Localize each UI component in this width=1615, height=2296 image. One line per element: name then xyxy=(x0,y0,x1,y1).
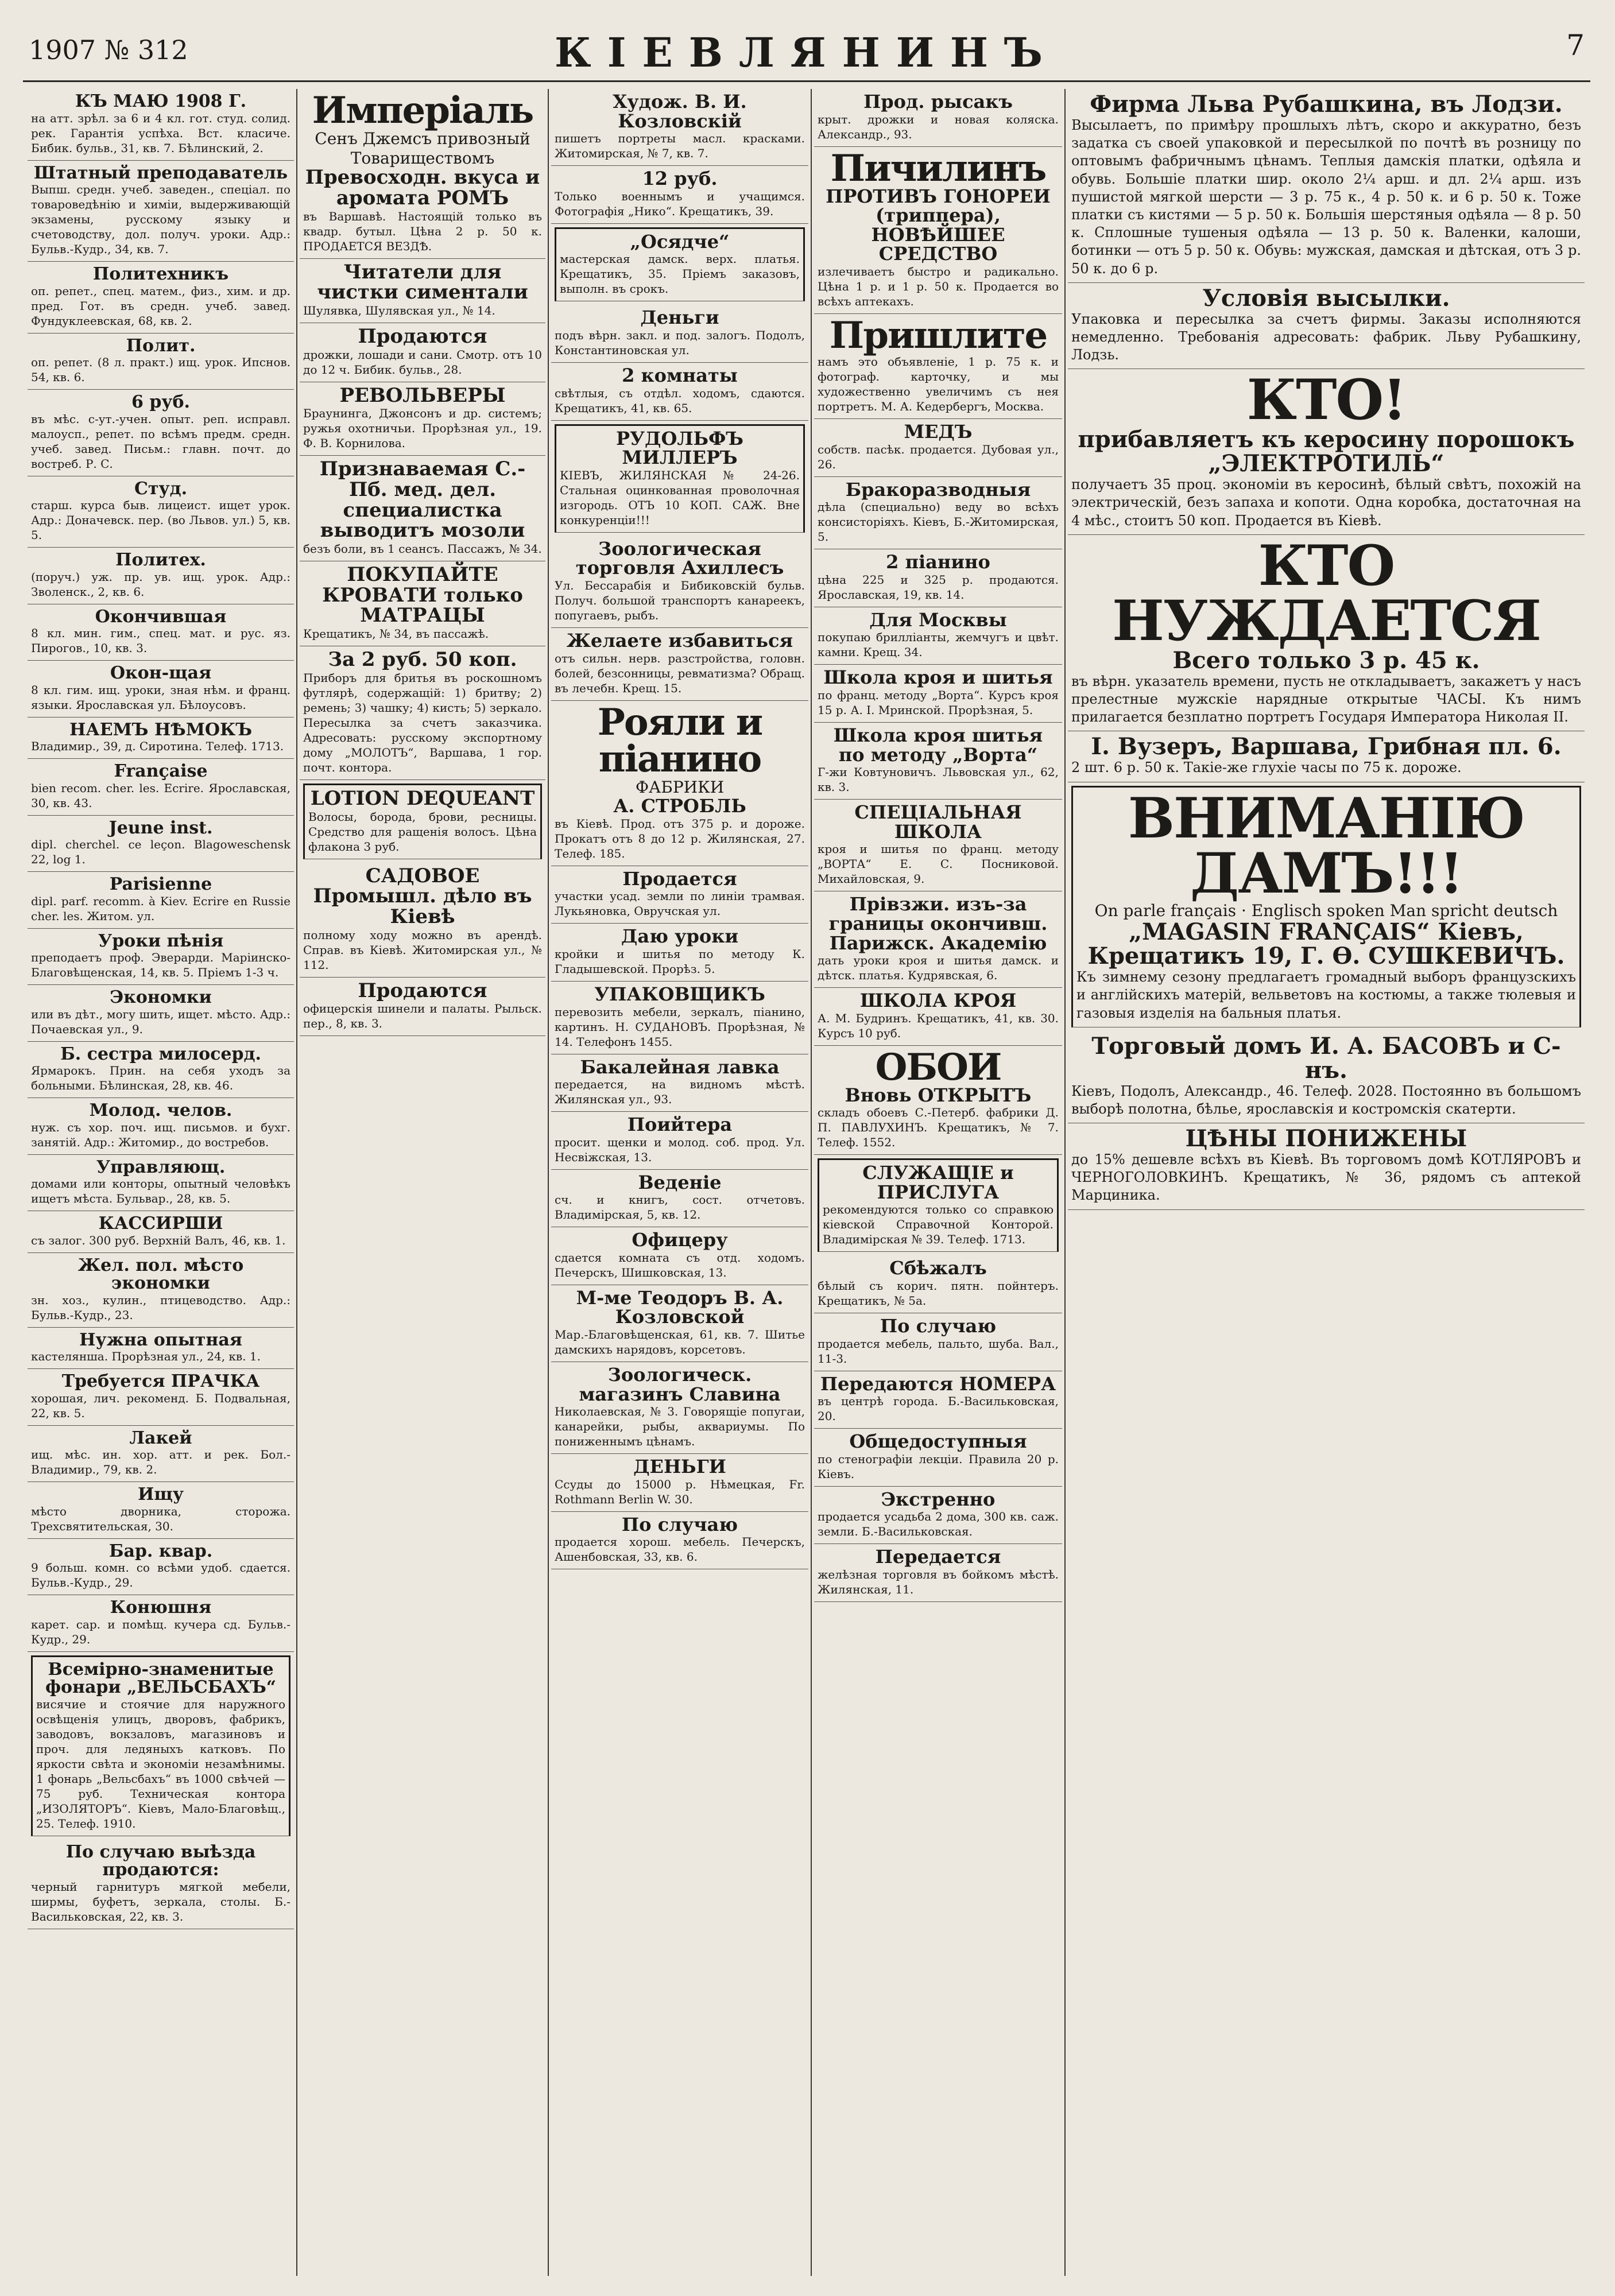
ad-body-text: въ Кіевѣ. Прод. отъ 375 р. и дороже. Прокатъ отъ 8 до 12 р. Жилянская, 27. Телеф. 185. xyxy=(555,816,805,860)
ad-body-text: карет. сар. и помѣщ. кучера сд. Бульв.-Кудр., 29. xyxy=(31,1617,291,1646)
advertisement xyxy=(28,1253,294,1328)
advertisement xyxy=(551,1112,808,1170)
ad-body-text: до 15% дешевле всѣхъ въ Кіевѣ. Въ торговомъ домѣ КОТЛЯРОВЪ и ЧЕРНОГОЛОВКИНЪ. Крещатикъ, № 36, рядомъ съ аптекой Марциника. xyxy=(1071,1151,1581,1204)
ad-body-text: крыт. дрожки и новая коляска. Александр., 93. xyxy=(818,112,1059,141)
ad-body-text: свѣтлыя, съ отдѣл. ходомъ, сдаются. Крещатикъ, 41, кв. 65. xyxy=(555,386,805,415)
ad-body-text: черный гарнитуръ мягкой мебели, ширмы, буфетъ, зеркала, столы. Б.-Васильковская, 22, кв. 3. xyxy=(31,1879,291,1923)
advertisement xyxy=(300,456,545,561)
ad-body-text: кроя и шитья по франц. методу „ВОРТА“ Е. С. Посниковой. Михайловская, 9. xyxy=(818,842,1059,886)
advertisement xyxy=(814,988,1062,1046)
ad-body-text: bien recom. cher. les. Ecrire. Ярославская, 30, кв. 43. xyxy=(31,781,291,810)
ad-heading: Общедоступныя xyxy=(849,1430,1027,1453)
ad-heading: Окон-щая xyxy=(110,663,212,683)
ad-body-text: Шулявка, Шулявская ул., № 14. xyxy=(303,303,495,317)
ad-subheading: ФАБРИКИ xyxy=(635,777,725,797)
advertisement xyxy=(551,1454,808,1512)
ad-body-text: перевозить мебели, зеркалъ, піанино, картинъ. Н. СУДАНОВЪ. Прорѣзная, № 14. Телефонъ 1455. xyxy=(555,1004,805,1049)
advertisement xyxy=(814,1046,1062,1155)
ad-body-text: бѣлый съ корич. пятн. пойнтеръ. Крещатикъ, № 5а. xyxy=(818,1279,1059,1308)
ad-heading: Даю уроки xyxy=(621,925,739,948)
advertisement xyxy=(1068,369,1585,535)
advertisement xyxy=(814,1371,1062,1429)
ad-display-heading: ВНИМАНІЮ ДАМЪ!!! xyxy=(1128,785,1525,906)
advertisement xyxy=(814,1487,1062,1545)
ad-body-text: оп. репет. (8 л. практ.) ищ. урок. Ипснов. 54, кв. 6. xyxy=(31,355,291,384)
ad-heading: Сбѣжалъ xyxy=(889,1257,987,1279)
ad-body-text: оп. репет., спец. матем., физ., хим. и др. пред. Гот. въ средн. учеб. завед. Фундуклеевская, 68, кв. 2. xyxy=(31,284,291,328)
ad-heading: „MAGASIN FRANÇAIS“ Кіевъ, Крещатикъ 19, Г. Ѳ. СУШКЕВИЧЪ. xyxy=(1087,918,1565,970)
advertisement xyxy=(1068,1123,1585,1210)
advertisement xyxy=(300,259,545,323)
ad-heading: КЪ МАЮ 1908 Г. xyxy=(75,91,247,111)
ad-heading: РУДОЛЬФЪ МИЛЛЕРЪ xyxy=(615,427,744,469)
ad-heading: І. Вузеръ, Варшава, Грибная пл. 6. xyxy=(1091,733,1562,761)
ad-heading: ШКОЛА КРОЯ xyxy=(859,990,1017,1012)
ad-heading: Лакей xyxy=(129,1428,192,1448)
ad-display-heading: КТО НУЖДАЕТСЯ xyxy=(1112,534,1540,653)
advertisement xyxy=(1071,786,1581,1027)
column-4 xyxy=(814,89,1062,2276)
advertisement xyxy=(300,978,545,1037)
advertisement xyxy=(551,1054,808,1112)
ad-body-text: желѣзная торговля въ бойкомъ мѣстѣ. Жилянская, 11. xyxy=(818,1568,1059,1597)
ad-heading: Всего только 3 р. 45 к. xyxy=(1172,646,1480,674)
ad-heading: Политехникъ xyxy=(92,264,229,284)
ad-body-text: дать уроки кроя и шитья дамск. и дѣтск. платья. Кудрявская, 6. xyxy=(818,953,1059,983)
ad-body-text: передается, на видномъ мѣстѣ. Жилянская ул., 93. xyxy=(555,1077,805,1107)
ad-body-text: домами или конторы, опытный человѣкъ ищетъ мѣста. Бульвар., 28, кв. 5. xyxy=(31,1177,291,1205)
advertisement xyxy=(814,314,1062,419)
ad-body-text: Къ зимнему сезону предлагаетъ громадный выборъ французскихъ и англійскихъ матерій, вельветовъ на костюмы, а также тюлевыя и газовыя изделія на бальныя платья. xyxy=(1076,969,1576,1021)
ad-body-text: Волосы, борода, брови, ресницы. Средство для ращенія волосъ. Цѣна флакона 3 руб. xyxy=(308,809,537,854)
ad-body-text: пишетъ портреты масл. красками. Житомирская, № 7, кв. 7. xyxy=(555,131,805,161)
ad-body-text: Только военнымъ и учащимся. Фотографія „Нико“. Крещатикъ, 39. xyxy=(555,189,805,218)
ad-heading: Студ. xyxy=(134,478,188,499)
ad-body-text: просит. щенки и молод. соб. прод. Ул. Несвіжская, 13. xyxy=(555,1135,805,1164)
advertisement xyxy=(551,536,808,628)
advertisement xyxy=(814,800,1062,891)
ad-heading: Экстренно xyxy=(881,1488,996,1510)
ad-body-text: безъ боли, въ 1 сеансъ. Пассажъ, № 34. xyxy=(303,542,542,556)
ad-body-text: кройки и шитья по методу К. Гладышевской. Прорѣз. 5. xyxy=(555,947,805,976)
advertisement xyxy=(300,382,545,456)
advertisement xyxy=(551,1227,808,1285)
ad-heading: Б. сестра милосерд. xyxy=(60,1044,261,1064)
ad-heading: Штатный преподаватель xyxy=(33,162,288,183)
ad-body-text: цѣна 225 и 325 р. продаются. Ярославская, 19, кв. 14. xyxy=(818,572,1059,602)
ad-heading: НАЕМЪ НѢМОКЪ xyxy=(69,719,253,740)
advertisement xyxy=(28,985,294,1042)
ad-heading: По случаю xyxy=(880,1315,997,1337)
advertisement xyxy=(28,929,294,986)
ad-body-text: участки усад. земли по линіи трамвая. Лукьяновка, Овручская ул. xyxy=(555,889,805,918)
ad-body-text: подъ вѣрн. закл. и под. залогъ. Подолъ, Константиновская ул. xyxy=(555,328,805,357)
advertisement xyxy=(28,1155,294,1212)
ad-heading: КАССИРШИ xyxy=(98,1213,223,1234)
ad-heading: Желаете избавиться xyxy=(566,629,793,651)
ad-heading: Экономки xyxy=(110,987,212,1007)
ad-body-text: покупаю брилліанты, жемчугъ и цвѣт. камни. Крещ. 34. xyxy=(818,630,1059,660)
advertisement xyxy=(300,323,545,382)
ad-heading: 2 комнаты xyxy=(622,364,738,386)
ad-display-heading: ОБОИ xyxy=(875,1045,1001,1089)
advertisement xyxy=(28,161,294,262)
advertisement xyxy=(28,816,294,872)
ad-heading: Ищу xyxy=(137,1484,184,1504)
advertisement xyxy=(551,866,808,924)
ad-heading: Бракоразводныя xyxy=(845,478,1031,501)
ad-body-text: получаетъ 35 проц. экономіи въ керосинѣ, бѣлый свѣтъ, похожій на электрическій, безъ запаха и копоти. Одна коробка, достаточная на 4 мѣс., стоитъ 50 коп. Продается въ Кіевѣ. xyxy=(1071,476,1581,529)
advertisement xyxy=(303,784,542,859)
ad-body-text: ищ. мѣс. ин. хор. атт. и рек. Бол.-Владимир., 79, кв. 2. xyxy=(31,1448,291,1476)
advertisement xyxy=(814,1544,1062,1602)
ad-body-text: дѣла (специально) веду во всѣхъ консисторіяхъ. Кіевъ, Б.-Житомирская, 5. xyxy=(818,500,1059,544)
ad-body-text: dipl. parf. recomm. à Kiev. Ecrire en Russie cher. les. Житом. ул. xyxy=(31,894,291,923)
advertisement xyxy=(28,1211,294,1253)
advertisement xyxy=(300,89,545,259)
advertisement xyxy=(551,363,808,421)
advertisement xyxy=(814,607,1062,665)
ad-body-text: нуж. съ хор. поч. ищ. письмов. и бухг. занятій. Адр.: Житомир., до востребов. xyxy=(31,1120,291,1149)
ad-heading: Вновь ОТКРЫТЪ xyxy=(845,1084,1032,1106)
ad-body-text: Мар.-Благовѣщенская, 61, кв. 7. Шитье дамскихъ нарядовъ, корсетовъ. xyxy=(555,1328,805,1357)
ad-heading: ПОКУПАЙТЕ КРОВАТИ только МАТРАЦЫ xyxy=(322,563,523,627)
ad-body-text: Ссуды до 15000 р. Нѣмецкая, Fr. Rothmann Berlin W. 30. xyxy=(555,1477,805,1506)
ad-heading: Окончившая xyxy=(95,606,227,627)
newspaper-title: КІЕВЛЯНИНЪ xyxy=(555,29,1059,76)
ad-body-text: КІЕВЪ, ЖИЛЯНСКАЯ № 24-26. Стальная оцинкованная проволочная изгородь. ОТЪ 10 КОП. САЖ. Вне конкуренціи!!! xyxy=(560,468,800,527)
ad-heading: Передаются НОМЕРА xyxy=(820,1372,1056,1395)
ad-heading: М-ме Теодоръ В. А. Козловской xyxy=(576,1286,784,1328)
advertisement xyxy=(551,166,808,224)
ad-body-text: преподаетъ проф. Эверарди. Маріинско-Благовѣщенская, 14, кв. 5. Пріемъ 1-3 ч. xyxy=(31,951,291,979)
ad-body-text: на атт. зрѣл. за 6 и 4 кл. гот. студ. солид. рек. Гарантія успѣха. Вст. класиче. Бибик. бульв., 31, кв. 7. Бѣлинский, 2. xyxy=(31,111,291,155)
advertisement xyxy=(28,1328,294,1370)
ad-heading: Признаваемая С.-Пб. мед. дел. специалистка выводитъ мозоли xyxy=(319,457,526,542)
advertisement xyxy=(28,1042,294,1099)
ad-body-text: въ Варшавѣ. Настоящій только въ квадр. бутыл. Цѣна 2 р. 50 к. ПРОДАЕТСЯ ВЕЗДѢ. xyxy=(303,209,542,253)
advertisement xyxy=(551,305,808,363)
advertisement xyxy=(28,548,294,604)
ad-heading: МЕДЪ xyxy=(904,420,973,443)
ad-body-text: офицерскія шинели и палаты. Рыльск. пер., 8, кв. 3. xyxy=(303,1002,542,1031)
ad-body-text: кастелянша. Прорѣзная ул., 24, кв. 1. xyxy=(31,1349,261,1363)
issue-number: 1907 № 312 xyxy=(29,34,188,65)
ad-subheading: On parle français · Englisch spoken Man spricht deutsch xyxy=(1094,901,1558,920)
advertisement xyxy=(1068,535,1585,732)
ad-body-text: дрожки, лошади и сани. Смотр. отъ 10 до 12 ч. Бибик. бульв., 28. xyxy=(303,347,542,377)
ad-heading: Школа кроя шитья по методу „Ворта“ xyxy=(833,724,1043,766)
ad-body-text: dipl. cherchel. ce leçon. Blagoweschensk 22, log 1. xyxy=(31,837,291,866)
ad-body-text: въ вѣрн. указатель времени, пусть не откладываетъ, закажетъ у насъ прелестные мужскіе нарядные открытые ЧАСЫ. Къ нимъ прилагается безплатно портретъ Государя Императора Николая II. xyxy=(1071,673,1581,726)
advertisement xyxy=(551,982,808,1054)
ad-body-text: въ мѣс. с-ут.-учен. опыт. реп. исправл. малоусп., репет. по всѣмъ предм. средн. учеб. завед. Письм.: главн. почт. до востреб. Р. С. xyxy=(31,412,291,471)
ad-heading: Зоологическ. магазинъ Славина xyxy=(579,1364,781,1405)
ad-body-text: Г-жи Ковтуновичъ. Львовская ул., 62, кв. 3. xyxy=(818,765,1059,794)
advertisement xyxy=(814,1255,1062,1313)
advertisement xyxy=(28,390,294,476)
ad-body-text: Ул. Бессарабія и Бибиковскій бульв. Получ. большой транспортъ канареекъ, попугаевъ, рыбъ. xyxy=(555,578,805,622)
ad-body-text: продается хорош. мебель. Печерскъ, Ашенбовская, 33, кв. 6. xyxy=(555,1535,805,1564)
ad-heading: ПРОТИВЪ ГОНОРЕИ (триппера), НОВѢЙШЕЕ СРЕДСТВО xyxy=(826,185,1051,265)
advertisement xyxy=(28,1595,294,1652)
ad-heading: Jeune inst. xyxy=(109,817,213,838)
advertisement xyxy=(28,1369,294,1426)
advertisement xyxy=(1068,731,1585,782)
ad-body-text: старш. курса быв. лицеист. ищет урок. Адр.: Доначевск. пер. (во Львов. ул.) 5, кв. 5. xyxy=(31,498,291,542)
advertisement xyxy=(818,1158,1059,1252)
ad-body-text: отъ сильн. нерв. разстройства, головн. болей, безсонницы, ревматизма? Обращ. въ лечебн. Крещ. 15. xyxy=(555,651,805,695)
ad-heading: Полит. xyxy=(126,335,196,356)
ad-heading: Française xyxy=(114,761,208,781)
ad-display-heading: Рояли и піанино xyxy=(597,700,762,781)
ad-heading: Управляющ. xyxy=(96,1157,226,1177)
ad-body-text: полному ходу можно въ арендѣ. Справ. въ Кіевѣ. Житомирская ул., № 112. xyxy=(303,928,542,972)
ad-heading: ДЕНЬГИ xyxy=(633,1456,726,1478)
ad-body-text: висячие и стоячие для наружного освѣщенія улицъ, дворовъ, фабрикъ, заводовъ, вокзаловъ, магазиновъ и проч. для ледяныхъ катковъ. По яркости свѣта и экономіи незамѣнимы. 1 фонарь „Вельсбахъ“ въ 1000 свѣчей — 75 руб. Техническая контора „ИЗОЛЯТОРЪ“. Кіевъ, Мало-Благовѣщ., 25. Телеф. 1910. xyxy=(36,1697,285,1830)
advertisement xyxy=(814,1313,1062,1371)
ad-heading: РЕВОЛЬВЕРЫ xyxy=(339,383,506,407)
ad-display-heading: Пичилинъ xyxy=(830,146,1046,190)
ad-heading: Всемірно-знаменитые фонари „ВЕЛЬСБАХЪ“ xyxy=(45,1659,277,1697)
advertisement xyxy=(28,661,294,718)
advertisement xyxy=(300,646,545,780)
advertisement xyxy=(814,89,1062,147)
column-2 xyxy=(300,89,545,2276)
ad-heading: Передается xyxy=(875,1546,1001,1568)
ad-heading: Поийтера xyxy=(627,1114,733,1136)
ad-heading: Для Москвы xyxy=(869,608,1007,631)
column-3 xyxy=(551,89,808,2276)
advertisement xyxy=(28,333,294,390)
ad-display-heading: КТО! xyxy=(1246,369,1406,433)
advertisement xyxy=(814,147,1062,314)
column-1 xyxy=(28,89,294,2276)
ad-body-text: Владимир., 39, д. Сиротина. Телеф. 1713. xyxy=(31,739,284,753)
ad-heading: Худож. В. И. Козловскій xyxy=(613,91,747,132)
ad-body-text: 8 кл. гим. ищ. уроки, зная нѣм. и франц. языки. Ярославская ул. Бѣлоусовъ. xyxy=(31,682,291,712)
ad-body-text: Приборъ для бритья въ роскошномъ футлярѣ, содержащій: 1) бритву; 2) ремень; 3) чашку; 4) кисть; 5) зеркало. Пересылка за счетъ заказчика. Адресовать: русскому экспортному дому „МОЛОТЪ“, Варшава, 1 гор. почт. контора. xyxy=(303,670,542,774)
ad-heading: УПАКОВЩИКЪ xyxy=(594,983,765,1005)
ad-body-text: рекомендуются только со справкою кіевской Справочной Конторой. Владимірская № 39. Телеф. 1713. xyxy=(823,1203,1054,1247)
column-divider xyxy=(296,89,297,2276)
advertisement xyxy=(551,1512,808,1570)
ad-subheading: Сенъ Джемсъ привозный Товариществомъ xyxy=(315,129,530,168)
ad-heading: Читатели для чистки симентали xyxy=(317,260,528,304)
ad-heading: Бар. квар. xyxy=(109,1541,213,1561)
ad-heading: По случаю xyxy=(621,1513,738,1535)
ad-body-text: 8 кл. мин. гим., спец. мат. и рус. яз. Пирогов., 10, кв. 3. xyxy=(31,626,291,655)
ad-body-text: сч. и книгъ, сост. отчетовъ. Владимірская, 5, кв. 12. xyxy=(555,1193,805,1222)
advertisement xyxy=(551,1362,808,1454)
ad-body-text: излечиваетъ быстро и радикально. Цѣна 1 р. и 1 р. 50 к. Продается во всѣхъ аптекахъ. xyxy=(818,264,1059,308)
ad-body-text: мѣсто дворника, сторожа. Трехсвятительская, 30. xyxy=(31,1504,291,1533)
advertisement xyxy=(28,759,294,816)
ad-heading: Школа кроя и шитья xyxy=(823,666,1053,689)
ad-heading: Прівзжи. изъ-за границы окончивш. Парижск. Академію xyxy=(828,893,1048,954)
advertisement xyxy=(551,89,808,166)
ad-body-text: мастерская дамск. верх. платья. Крещатикъ, 35. Пріемъ заказовъ, выполн. въ срокъ. xyxy=(560,252,800,296)
advertisement xyxy=(551,701,808,866)
column-divider xyxy=(1064,89,1066,2276)
ad-body-text: Николаевская, № 3. Говорящіе попугаи, канарейки, рыбы, аквариумы. По пониженнымъ цѣнамъ. xyxy=(555,1405,805,1449)
ad-heading: СПЕЦІАЛЬНАЯ ШКОЛА xyxy=(854,801,1022,843)
ad-body-text: въ центрѣ города. Б.-Васильковская, 20. xyxy=(818,1394,1059,1424)
advertisement xyxy=(28,1539,294,1596)
ad-display-heading: Имперіаль xyxy=(312,89,533,132)
advertisement xyxy=(28,89,294,161)
page-number: 7 xyxy=(1566,29,1585,62)
advertisement xyxy=(28,1840,294,1929)
ad-heading: „Осядче“ xyxy=(630,230,730,253)
advertisement xyxy=(814,723,1062,800)
ad-heading: Политех. xyxy=(115,550,206,570)
advertisement xyxy=(28,872,294,929)
ad-body-text: намъ это объявленіе, 1 р. 75 к. и фотограф. карточку, и мы художественно увеличимъ съ нея портретъ. М. А. Кедербергъ, Москва. xyxy=(818,354,1059,413)
header-rule xyxy=(23,80,1590,82)
ad-heading: СЛУЖАЩІЕ и ПРИСЛУГА xyxy=(862,1162,1014,1203)
ad-heading: Молод. челов. xyxy=(89,1100,233,1120)
advertisement xyxy=(551,1170,808,1228)
ad-heading: Торговый домъ И. А. БАСОВЪ и С-нъ. xyxy=(1091,1032,1561,1084)
ad-heading: По случаю выѣзда продаются: xyxy=(65,1841,256,1880)
ad-body-text: Выпш. средн. учеб. заведен., спеціал. по товароведѣнію и химіи, выдерживающій экзамены, русскому языку и счетоводству, дол. получ. уроки. Адр.: Бульв.-Кудр., 34, кв. 7. xyxy=(31,183,291,256)
ad-heading: Требуется ПРАЧКА xyxy=(61,1371,260,1391)
ad-body-text: 9 больш. комн. со всѣми удоб. сдается. Бульв.-Кудр., 29. xyxy=(31,1561,291,1589)
ad-display-heading: Пришлите xyxy=(829,313,1047,357)
ad-body-text: собств. пасѣк. продается. Дубовая ул., 26. xyxy=(818,442,1059,471)
ad-heading: Продаются xyxy=(358,979,487,1002)
ad-heading: 12 руб. xyxy=(642,168,718,190)
ad-heading: 2 піанино xyxy=(886,551,990,573)
ad-body-text: продается усадьба 2 дома, 300 кв. саж. земли. Б.-Васильковская. xyxy=(818,1510,1059,1539)
advertisement xyxy=(1068,283,1585,370)
ad-heading: Конюшня xyxy=(110,1597,212,1618)
ad-body-text: зн. хоз., кулин., птицеводство. Адр.: Бульв.-Кудр., 23. xyxy=(31,1293,291,1322)
ad-body-text: 2 шт. 6 р. 50 к. Такіе-же глухіе часы по 75 к. дороже. xyxy=(1071,759,1462,776)
ad-body-text: Ярмарокъ. Прин. на себя уходъ за больными. Бѣлинская, 28, кв. 46. xyxy=(31,1064,291,1092)
advertisement xyxy=(814,419,1062,477)
ad-body-text: по стенографіи лекціи. Правила 20 р. Кіевъ. xyxy=(818,1452,1059,1481)
ad-body-text: Упаковка и пересылка за счетъ фирмы. Заказы исполняются немедленно. Требованія адресовать: фабрик. Льву Рубашкину, Лодзь. xyxy=(1071,311,1581,363)
ad-heading: Нужна опытная xyxy=(79,1329,242,1350)
ad-body-text: складъ обоевъ С.-Петерб. фабрики Д. П. ПАВЛУХИНЪ. Крещатикъ, № 7. Телеф. 1552. xyxy=(818,1106,1059,1150)
ad-heading: Бакалейная лавка xyxy=(580,1056,780,1078)
ad-heading: ЦѢНЫ ПОНИЖЕНЫ xyxy=(1185,1125,1467,1153)
ad-body-text: Кіевъ, Подолъ, Александр., 46. Телеф. 2028. Постоянно въ большомъ выборѣ полотна, бѣлье, ярославскія и костромскія скатерти. xyxy=(1071,1083,1581,1117)
advertisement xyxy=(28,1482,294,1539)
ad-body-text: А. М. Будринъ. Крещатикъ, 41, кв. 30. Курсъ 10 руб. xyxy=(818,1011,1059,1040)
advertisement xyxy=(28,476,294,548)
ad-heading: Офицеру xyxy=(632,1229,728,1251)
ad-heading: Продаются xyxy=(358,324,487,348)
ad-body-text: Высылаетъ, по примѣру прошлыхъ лѣтъ, скоро и аккуратно, безъ задатка съ своей упаковкой и пересылкой по почтѣ въ розницу по оптовымъ фабричнымъ цѣнамъ. Теплыя дамскія платки, одѣяла и обувь. Большіе платки шир. около 2¼ арш. и дл. 2¼ арш. изъ пушистой мягкой шерсти — 3 р. 75 к., 4 р. 50 к. и 6 р. 50 к. Тоже платки съ кистями — 5 р. 50 к. Большія шерстяныя одѣяла — 8 р. 50 к. Сплошные тушеныя одѣяла — 13 р. 50 к. Валенки, калоши, ботинки — отъ 5 р. 50 к. Обувь: мужская, дамская и дѣтская, отъ 3 р. 50 к. до 6 р. xyxy=(1071,117,1581,277)
advertisement xyxy=(814,549,1062,607)
ad-heading: Жел. пол. мѣсто экономки xyxy=(78,1255,244,1293)
advertisement xyxy=(814,477,1062,550)
advertisement xyxy=(814,891,1062,988)
ad-heading: САДОВОЕ Промышл. дѣло въ Кіевѣ xyxy=(313,864,532,928)
ad-body-text: хорошая, лич. рекоменд. Б. Подвальная, 22, кв. 5. xyxy=(31,1391,291,1420)
ad-heading: Продается xyxy=(622,867,737,890)
ad-heading: Parisienne xyxy=(109,874,212,894)
advertisement xyxy=(1068,1031,1585,1123)
advertisement xyxy=(555,227,805,302)
ad-body-text: съ залог. 300 руб. Верхній Валъ, 46, кв. 1. xyxy=(31,1233,286,1247)
ad-heading: прибавляетъ къ керосину порошокъ „ЭЛЕКТРОТИЛЬ“ xyxy=(1078,426,1575,478)
ad-heading: Прод. рысакъ xyxy=(863,91,1013,113)
advertisement xyxy=(28,262,294,333)
ad-heading: Зоологическая торговля Ахиллесъ xyxy=(575,537,784,579)
column-divider xyxy=(811,89,812,2276)
advertisement xyxy=(551,924,808,982)
ad-heading: За 2 руб. 50 коп. xyxy=(328,648,517,672)
ad-body-text: или въ дѣт., могу шить, ищет. мѣсто. Адр.: Почаевская ул., 9. xyxy=(31,1007,291,1036)
advertisement xyxy=(1068,89,1585,283)
advertisement xyxy=(31,1655,291,1836)
ad-heading: Фирма Льва Рубашкина, въ Лодзи. xyxy=(1090,91,1563,118)
ad-heading: Уроки пѣнія xyxy=(98,930,224,951)
ad-body-text: (поруч.) уж. пр. ув. ищ. урок. Адр.: Зволенск., 2, кв. 6. xyxy=(31,569,291,599)
advertisement xyxy=(28,1426,294,1483)
advertisement xyxy=(28,604,294,661)
ad-heading: 6 руб. xyxy=(131,392,190,412)
column-5 xyxy=(1068,89,1585,2276)
advertisement xyxy=(300,561,545,646)
advertisement xyxy=(300,863,545,978)
ad-heading: LOTION DEQUEANT xyxy=(310,786,535,810)
advertisement xyxy=(814,665,1062,723)
advertisement xyxy=(28,1098,294,1155)
page-header xyxy=(23,23,1590,80)
ad-body-text: продается мебель, пальто, шуба. Вал., 11-3. xyxy=(818,1336,1059,1366)
advertisement xyxy=(551,1285,808,1362)
advertisement xyxy=(814,1429,1062,1487)
advertisement xyxy=(551,628,808,701)
advertisement xyxy=(555,424,805,533)
ad-heading: А. СТРОБЛЬ xyxy=(613,795,746,817)
ad-body-text: по франц. методу „Ворта“. Курсъ кроя 15 р. А. І. Мринской. Прорѣзная, 5. xyxy=(818,688,1059,717)
advertisement xyxy=(28,718,294,759)
ad-heading: Превосходн. вкуса и аромата РОМЪ xyxy=(305,166,540,210)
ad-heading: Условія высылки. xyxy=(1202,284,1450,312)
ad-body-text: Крещатикъ, № 34, въ пассажѣ. xyxy=(303,627,489,641)
ad-body-text: Браунинга, Джонсонъ и др. системъ; ружья охотничьи. Прорѣзная ул., 19. Ф. В. Корнилова. xyxy=(303,406,542,451)
ad-body-text: сдается комната съ отд. ходомъ. Печерскъ, Шишковская, 13. xyxy=(555,1250,805,1279)
ad-heading: Деньги xyxy=(640,307,719,329)
column-divider xyxy=(548,89,549,2276)
ad-heading: Веденіе xyxy=(638,1171,722,1193)
